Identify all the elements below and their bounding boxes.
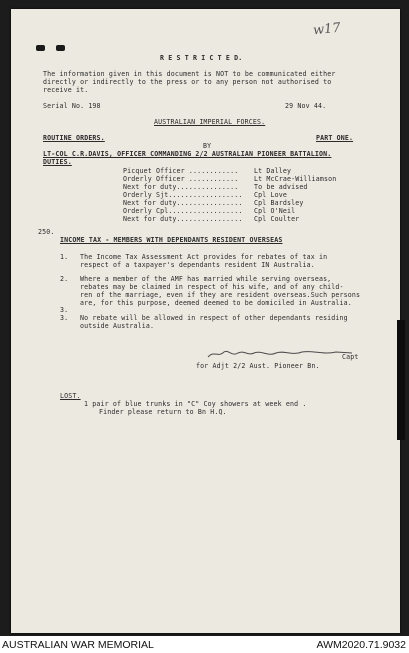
paragraph-number: 3.	[60, 306, 69, 314]
handwritten-reference: w17	[312, 20, 342, 39]
duty-name: Cpl O'Neil	[254, 207, 296, 215]
duty-name: Cpl Love	[254, 191, 287, 199]
document-date: 29 Nov 44.	[285, 102, 327, 110]
notice-line: The information given in this document is NOT to be communicated either	[43, 70, 336, 78]
serial-number: Serial No. 198	[43, 102, 101, 110]
part-label: PART ONE.	[316, 134, 354, 142]
duty-role: Orderly Cpl..................	[123, 207, 243, 215]
duty-role: Next for duty................	[123, 215, 243, 223]
handwritten-signature	[206, 348, 359, 361]
paragraph-line: are, for this purpose, deemed deemed to be domiciled in Australia.	[80, 299, 352, 307]
duty-role: Picquet Officer ............	[123, 167, 239, 175]
signature-block: for Adjt 2/2 Aust. Pioneer Bn.	[196, 362, 320, 370]
paragraph-line: Where a member of the AMF has married while serving overseas,	[80, 275, 332, 283]
punch-hole	[56, 45, 65, 51]
lost-line: 1 pair of blue trunks in "C" Coy showers at week end .	[84, 400, 307, 408]
duty-role: Orderly Officer ............	[123, 175, 239, 183]
by-label: BY	[203, 142, 212, 150]
archive-footer	[0, 637, 409, 653]
duty-name: Cpl Bardsley	[254, 199, 304, 207]
paragraph-number: 3.	[60, 314, 69, 322]
duty-role: Next for duty...............	[123, 183, 239, 191]
institution-name: AUSTRALIAN WAR MEMORIAL	[2, 639, 154, 651]
accession-number: AWM2020.71.9032	[316, 639, 406, 651]
paragraph-line: respect of a taxpayer's dependants resident IN Australia.	[80, 261, 315, 269]
item-number: 250.	[38, 228, 55, 236]
duty-name: Cpl Coulter	[254, 215, 300, 223]
notice-line: directly or indirectly to the press or to any person not authorised to	[43, 78, 332, 86]
notice-line: receive it.	[43, 86, 89, 94]
page-edge-shadow	[397, 320, 405, 440]
duty-role: Next for duty................	[123, 199, 243, 207]
lost-line: Finder please return to Bn H.Q.	[99, 408, 227, 416]
duty-name: Lt McCrae-Williamson	[254, 175, 337, 183]
item-title: INCOME TAX - MEMBERS WITH DEPENDANTS RESIDENT OVERSEAS	[60, 236, 283, 244]
paragraph-line: rebates may be claimed in respect of his wife, and of any child-	[80, 283, 344, 291]
duties-heading: DUTIES.	[43, 158, 72, 166]
paragraph-line: outside Australia.	[80, 322, 155, 330]
duty-role: Orderly Sjt..................	[123, 191, 243, 199]
force-heading: AUSTRALIAN IMPERIAL FORCES.	[154, 118, 266, 126]
signature-rank: Capt	[342, 353, 359, 361]
paragraph-line: The Income Tax Assessment Act provides for rebates of tax in	[80, 253, 328, 261]
punch-hole	[36, 45, 45, 51]
paragraph-number: 2.	[60, 275, 69, 283]
orders-title: ROUTINE ORDERS.	[43, 134, 105, 142]
duty-name: Lt Dalley	[254, 167, 292, 175]
paragraph-number: 1.	[60, 253, 69, 261]
duty-name: To be advised	[254, 183, 308, 191]
paragraph-line: ren of the marriage, even if they are resident overseas.Such persons	[80, 291, 361, 299]
paragraph-line: No rebate will be allowed in respect of other dependants residing	[80, 314, 348, 322]
issuer-line: LT-COL C.R.DAVIS, OFFICER COMMANDING 2/2 AUSTRALIAN PIONEER BATTALION.	[43, 150, 332, 158]
classification-heading: R E S T R I C T E D.	[160, 54, 243, 62]
lost-heading: LOST.	[60, 392, 81, 400]
